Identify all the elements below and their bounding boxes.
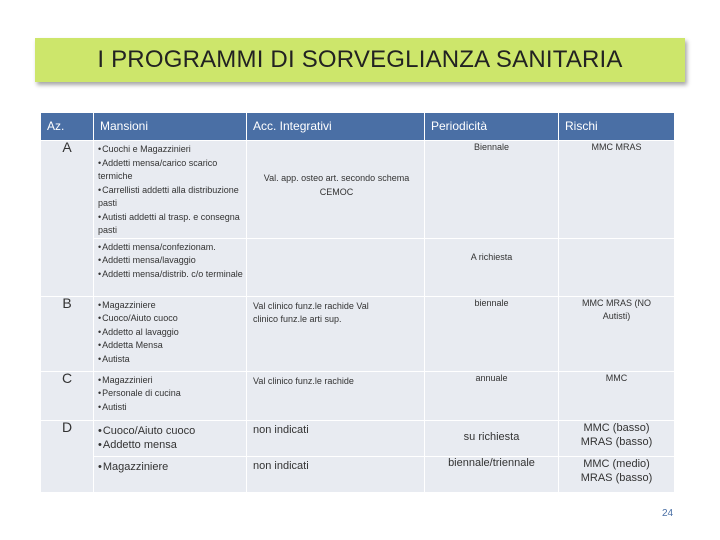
- slide-title-banner: [35, 38, 685, 82]
- group-d-acc-2: non indicati: [247, 456, 425, 492]
- list-item: • Addetto al lavaggio: [98, 326, 244, 340]
- group-b-label: B: [41, 296, 94, 371]
- group-c-mansioni: [94, 371, 247, 420]
- group-b-acc: Val clinico funz.le rachide Val clinico funz.le arti sup.: [247, 296, 425, 371]
- list-item: • Addetti mensa/distrib. c/o terminale: [98, 268, 244, 282]
- table-row: [41, 371, 675, 420]
- list-item: • Addetto mensa: [98, 438, 244, 452]
- list-item: • Magazzinieri: [98, 374, 244, 388]
- group-b-mansioni: [94, 296, 247, 371]
- group-d-mansioni-2: [94, 456, 247, 492]
- header-mansioni: Mansioni: [94, 113, 247, 141]
- list-item: • Cuoco/Aiuto cuoco: [98, 424, 244, 438]
- list-item: • Autisti addetti al trasp. e consegna pasti: [98, 211, 244, 238]
- group-a-rischi-empty: [559, 238, 675, 296]
- group-a-acc-empty: [247, 238, 425, 296]
- table-header-row: [41, 113, 675, 141]
- group-a-rischi: MMC MRAS: [559, 141, 675, 239]
- list-item: • Magazziniere: [98, 299, 244, 313]
- group-d-periodicita-2: biennale/triennale: [425, 456, 559, 492]
- group-a-acc: Val. app. osteo art. secondo schema CEMOC: [247, 141, 425, 239]
- group-a-mansioni-1: [94, 141, 247, 239]
- list-item: • Addetti mensa/carico scarico termiche: [98, 157, 244, 184]
- slide-title: I PROGRAMMI DI SORVEGLIANZA SANITARIA: [97, 46, 623, 73]
- surveillance-table: [40, 112, 675, 493]
- table-row: [41, 456, 675, 492]
- group-d-label: D: [41, 420, 94, 492]
- group-a-label: A: [41, 141, 94, 297]
- list-item: • Magazziniere: [98, 460, 244, 474]
- group-c-rischi: MMC: [559, 371, 675, 420]
- list-item: • Addetti mensa/lavaggio: [98, 254, 244, 268]
- header-acc-integrativi: Acc. Integrativi: [247, 113, 425, 141]
- list-item: • Addetta Mensa: [98, 339, 244, 353]
- list-item: • Personale di cucina: [98, 387, 244, 401]
- group-d-mansioni-1: [94, 420, 247, 456]
- group-d-rischi-2: MMC (medio) MRAS (basso): [559, 456, 675, 492]
- list-item: • Autista: [98, 353, 244, 367]
- group-d-periodicita-1: su richiesta: [425, 420, 559, 456]
- group-a-periodicita-1: Biennale: [425, 141, 559, 239]
- list-item: • Autisti: [98, 401, 244, 415]
- group-c-acc: Val clinico funz.le rachide: [247, 371, 425, 420]
- header-periodicita: Periodicità: [425, 113, 559, 141]
- list-item: • Addetti mensa/confezionam.: [98, 241, 244, 255]
- group-a-mansioni-2: [94, 238, 247, 296]
- group-b-periodicita: biennale: [425, 296, 559, 371]
- table-row: [41, 420, 675, 456]
- group-a-periodicita-2: A richiesta: [425, 238, 559, 296]
- list-item: • Cuochi e Magazzinieri: [98, 143, 244, 157]
- table-row: [41, 141, 675, 239]
- list-item: • Cuoco/Aiuto cuoco: [98, 312, 244, 326]
- group-b-rischi: MMC MRAS (NO Autisti): [559, 296, 675, 371]
- list-item: • Carrellisti addetti alla distribuzione pasti: [98, 184, 244, 211]
- group-c-periodicita: annuale: [425, 371, 559, 420]
- table-row: [41, 296, 675, 371]
- table-row: [41, 238, 675, 296]
- header-az: Az.: [41, 113, 94, 141]
- group-c-label: C: [41, 371, 94, 420]
- page-number: 24: [662, 508, 674, 519]
- group-d-acc-1: non indicati: [247, 420, 425, 456]
- header-rischi: Rischi: [559, 113, 675, 141]
- group-d-rischi-1: MMC (basso) MRAS (basso): [559, 420, 675, 456]
